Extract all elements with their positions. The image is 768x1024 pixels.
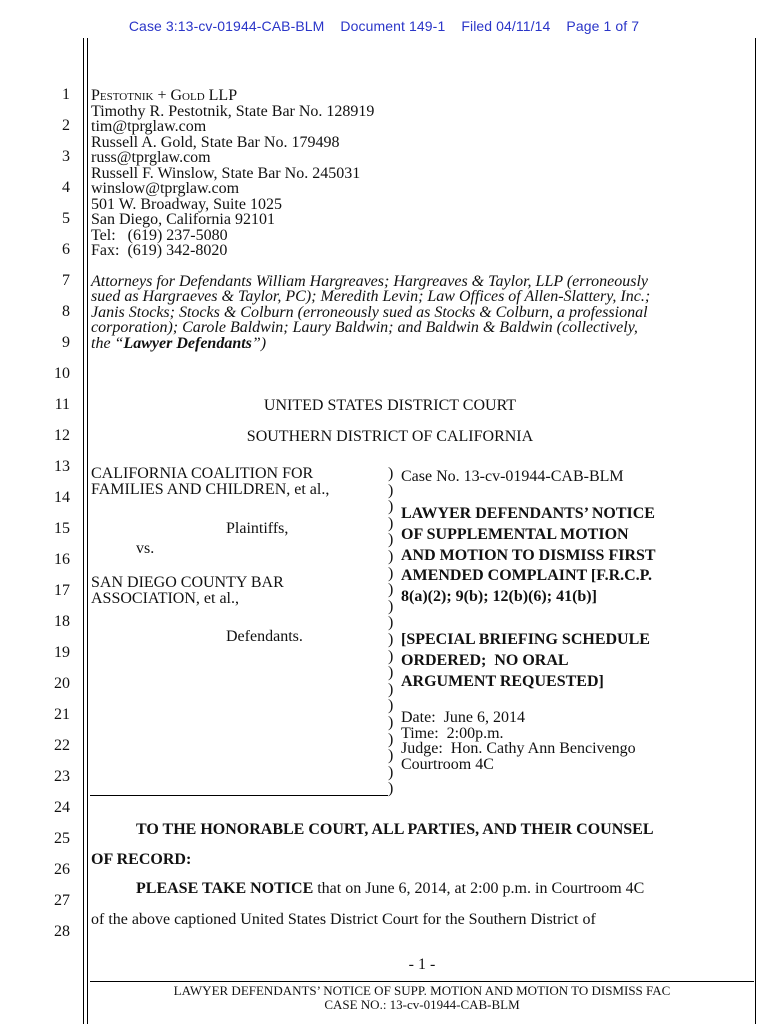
line-number: 24 <box>54 799 70 816</box>
case-number: Case No. 13-cv-01944-CAB-BLM <box>401 468 624 485</box>
ecf-page-number: Page 1 of 7 <box>566 18 640 34</box>
line-number: 17 <box>54 582 70 599</box>
page-number: - 1 - <box>408 956 436 973</box>
attorneys-for-line-last <box>91 336 650 351</box>
line-number: 9 <box>62 334 70 351</box>
attorneys-for-block <box>91 274 650 351</box>
briefing-schedule-line: [SPECIAL BRIEFING SCHEDULE <box>401 631 650 648</box>
line-number: 18 <box>54 613 70 630</box>
briefing-schedule-line: ARGUMENT REQUESTED] <box>401 672 604 690</box>
counsel-line: Russell F. Winslow, State Bar No. 245031 <box>91 164 361 182</box>
hearing-judge: Judge: Hon. Cathy Ann Bencivengo <box>401 740 636 757</box>
line-number: 15 <box>54 520 70 537</box>
line-number: 6 <box>62 241 70 258</box>
left-margin-rule <box>83 38 84 1024</box>
notice-text: that on June 6, 2014, at 2:00 p.m. in Courtroom 4C <box>313 880 645 897</box>
footer-rule <box>90 981 754 982</box>
notice-paragraph-line: of the above captioned United States District Court for the Southern District of <box>91 911 596 928</box>
line-number: 20 <box>54 675 70 692</box>
ecf-document-number: Document 149-1 <box>340 18 446 34</box>
attorneys-for-prefix: the “ <box>91 334 124 352</box>
hearing-date: Date: June 6, 2014 <box>401 709 525 726</box>
law-firm-name: Pestotnik + Gold LLP <box>91 87 238 104</box>
line-number: 11 <box>54 396 70 413</box>
line-number: 26 <box>54 861 70 878</box>
line-number: 7 <box>62 272 70 289</box>
line-number: 12 <box>54 427 70 444</box>
counsel-line: Russell A. Gold, State Bar No. 179498 <box>91 133 340 151</box>
line-number: 5 <box>62 210 70 227</box>
attorneys-for-line: Attorneys for Defendants William Hargreaves; Hargreaves & Taylor, LLP (erroneously <box>91 273 648 290</box>
motion-title-line: OF SUPPLEMENTAL MOTION <box>401 525 629 543</box>
defendant-name-line: ASSOCIATION, et al., <box>91 590 239 607</box>
hearing-info <box>401 710 636 772</box>
hearing-time: Time: 2:00p.m. <box>401 724 504 742</box>
line-number: 25 <box>54 830 70 847</box>
line-number: 4 <box>62 179 70 196</box>
motion-title-line: AND MOTION TO DISMISS FIRST <box>401 546 656 564</box>
defendant-name-line: SAN DIEGO COUNTY BAR <box>91 574 284 591</box>
versus-label: vs. <box>136 540 155 557</box>
counsel-fax: Fax: (619) 342-8020 <box>91 242 228 259</box>
salutation: TO THE HONORABLE COURT, ALL PARTIES, AND THEIR COUNSEL <box>136 821 654 838</box>
salutation-continued: OF RECORD: <box>91 851 192 868</box>
motion-title-line: LAWYER DEFENDANTS’ NOTICE <box>401 505 655 522</box>
plaintiff-name-line: CALIFORNIA COALITION FOR <box>91 465 314 482</box>
plaintiffs-label: Plaintiffs, <box>226 520 289 537</box>
attorneys-for-line: corporation); Carole Baldwin; Laury Baldwin; and Baldwin & Baldwin (collectively, <box>91 319 638 337</box>
attorneys-for-line: sued as Hargraeves & Taylor, PC); Meredith Levin; Law Offices of Allen-Slattery, Inc.; <box>91 288 651 306</box>
counsel-address: 501 W. Broadway, Suite 1025 <box>91 195 282 213</box>
line-number: 27 <box>54 892 70 909</box>
footer-case-number: CASE NO.: 13-cv-01944-CAB-BLM <box>324 997 520 1012</box>
ecf-filed-date: Filed 04/11/14 <box>461 18 551 34</box>
line-number: 19 <box>54 644 70 661</box>
line-number: 1 <box>62 86 70 103</box>
line-number: 16 <box>54 551 70 568</box>
ecf-case-number: Case 3:13-cv-01944-CAB-BLM <box>128 18 325 34</box>
line-number: 3 <box>62 148 70 165</box>
counsel-email: tim@tprglaw.com <box>91 118 207 135</box>
line-number: 14 <box>54 489 70 506</box>
plaintiff-name <box>91 466 329 498</box>
counsel-address: San Diego, California 92101 <box>91 211 275 228</box>
notice-emphasis: PLEASE TAKE NOTICE <box>136 880 314 897</box>
attorneys-for-suffix: ”) <box>251 334 267 352</box>
motion-title-line: AMENDED COMPLAINT [F.R.C.P. <box>401 567 652 585</box>
court-name: UNITED STATES DISTRICT COURT <box>263 397 517 414</box>
defendant-name <box>91 575 284 607</box>
motion-title-line: 8(a)(2); 9(b); 12(b)(6); 41(b)] <box>401 588 597 606</box>
counsel-email: winslow@tprglaw.com <box>91 180 240 197</box>
court-district: SOUTHERN DISTRICT OF CALIFORNIA <box>246 428 534 445</box>
left-margin-rule-inner <box>87 38 88 1024</box>
defendants-label: Defendants. <box>226 628 303 645</box>
line-number: 8 <box>62 303 70 320</box>
line-number: 22 <box>54 737 70 754</box>
caption-paren-column: ) ) ) ) ) ) ) ) ) ) ) ) ) ) ) ) ) ) ) ) <box>388 465 394 798</box>
right-margin-rule <box>755 38 756 1024</box>
counsel-line: Timothy R. Pestotnik, State Bar No. 128919 <box>91 102 375 120</box>
line-number: 10 <box>54 365 70 382</box>
line-number: 2 <box>62 117 70 134</box>
caption-bottom-rule <box>90 795 388 796</box>
line-number: 28 <box>54 923 70 940</box>
line-number: 23 <box>54 768 70 785</box>
briefing-schedule-line: ORDERED; NO ORAL <box>401 651 569 669</box>
counsel-phone: Tel: (619) 237-5080 <box>91 226 228 244</box>
notice-paragraph-start <box>136 880 644 898</box>
plaintiff-name-line: FAMILIES AND CHILDREN, et al., <box>91 481 330 498</box>
attorneys-for-line: Janis Stocks; Stocks & Colburn (erroneously sued as Stocks & Colburn, a professional <box>91 303 648 321</box>
motion-title <box>401 504 656 608</box>
counsel-email: russ@tprglaw.com <box>91 149 211 166</box>
briefing-schedule-note <box>401 630 650 692</box>
line-number: 21 <box>54 706 70 723</box>
lawyer-defendants-term: Lawyer Defendants <box>123 334 252 352</box>
footer-title: LAWYER DEFENDANTS’ NOTICE OF SUPP. MOTION AND MOTION TO DISMISS FAC <box>173 983 671 998</box>
ecf-header <box>0 18 768 34</box>
line-number: 13 <box>54 458 70 475</box>
counsel-block <box>91 88 374 259</box>
hearing-courtroom: Courtroom 4C <box>401 755 494 773</box>
